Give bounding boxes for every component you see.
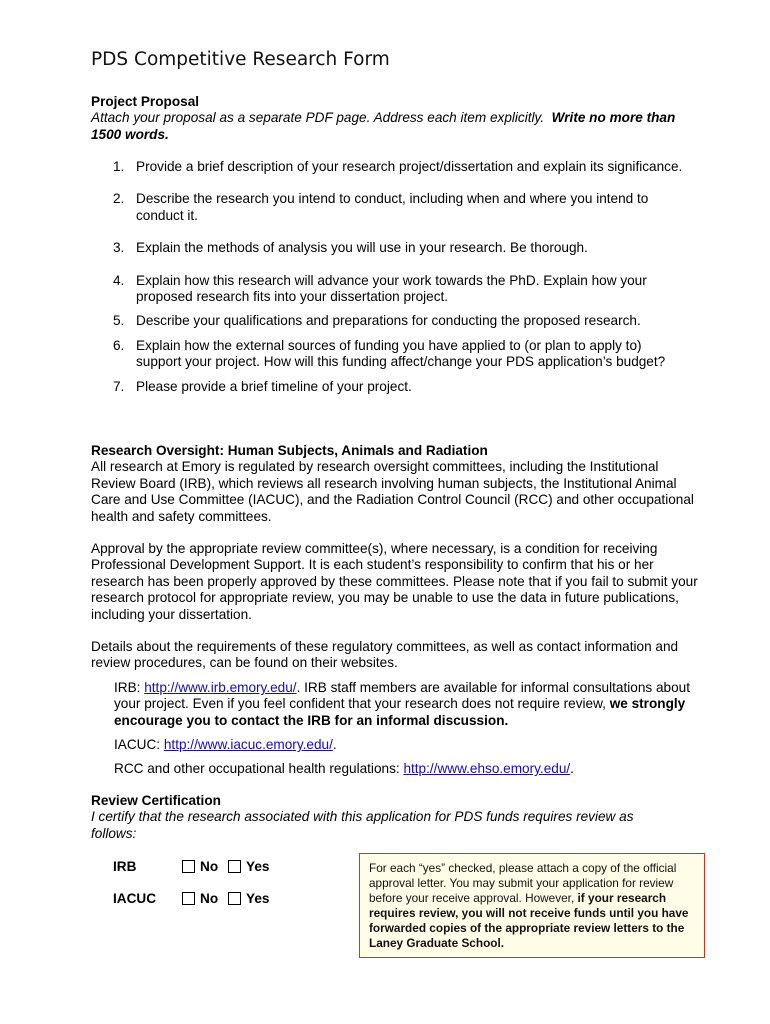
item-number: 3. [113, 240, 125, 256]
list-item [113, 159, 688, 175]
word-limit: Write no more than 1500 words. [91, 110, 676, 142]
rcc-link[interactable]: http://www.ehso.emory.edu/ [403, 761, 571, 776]
iacuc-yes-checkbox[interactable] [228, 892, 241, 905]
page-title: PDS Competitive Research Form [91, 49, 390, 70]
rcc-end: . [570, 761, 574, 776]
oversight-paragraph-3: Details about the requirements of these regulatory committees, as well as contact information and review procedures, can be found on their websites. [91, 639, 679, 671]
certification-text: I certify that the research associated with this application for PDS funds requires review as follows: [91, 809, 634, 841]
iacuc-yes-label: Yes [246, 891, 270, 906]
item-number: 6. [113, 337, 125, 353]
item-text: Explain the methods of analysis you will use in your research. Be thorough. [136, 240, 588, 256]
item-number: 1. [113, 159, 125, 174]
item-number: 5. [113, 313, 125, 329]
certification-heading: Review Certification [91, 793, 221, 808]
list-item [113, 191, 688, 224]
certification-section [91, 793, 671, 842]
irb-no-checkbox[interactable] [182, 860, 195, 873]
item-number: 4. [113, 272, 125, 288]
proposal-instructions-text: Attach your proposal as a separate PDF page. Address each item explicitly. [91, 110, 545, 126]
approval-note-box [359, 853, 705, 958]
oversight-heading: Research Oversight: Human Subjects, Animals and Radiation [91, 443, 488, 458]
iacuc-label: IACUC: [114, 737, 164, 752]
item-number: 7. [113, 378, 125, 394]
iacuc-end: . [332, 737, 337, 752]
proposal-section [91, 94, 706, 143]
list-item [113, 338, 688, 371]
item-text: Describe the research you intend to conduct, including when and where you intend to conduct it. [136, 191, 649, 223]
item-text: Explain how this research will advance your work towards the PhD. Explain how your proposed research fits into your dissertation project. [136, 272, 647, 305]
irb-yes-label: Yes [246, 859, 270, 874]
rcc-info [114, 761, 694, 777]
list-item [113, 273, 688, 306]
proposal-items [113, 159, 688, 395]
iacuc-no-label: No [200, 891, 219, 906]
list-item [113, 240, 688, 256]
irb-label: IRB: [114, 680, 145, 695]
irb-no-label: No [200, 859, 219, 874]
iacuc-info [114, 737, 694, 753]
oversight-paragraph-1: All research at Emory is regulated by research oversight committees, including the Institutional Review Board (IRB), which reviews all research involving human subjects, the Institutional Animal Care and Use Committee (IACUC), and the Radiation Control Council (RCC) and other occupational health and safety committees. [91, 459, 694, 524]
item-text: Please provide a brief timeline of your project. [136, 378, 412, 394]
irb-link[interactable]: http://www.irb.emory.edu/ [144, 680, 297, 695]
approval-note-text: For each “yes” checked, please attach a copy of the official approval letter. You may submit your application for review before your receive approval. However, [369, 861, 677, 905]
list-item [113, 313, 688, 329]
item-text: Provide a brief description of your research project/dissertation and explain its significance. [136, 159, 683, 174]
oversight-section [91, 443, 706, 525]
item-number: 2. [113, 191, 125, 207]
iacuc-no-checkbox[interactable] [182, 892, 195, 905]
item-text: Explain how the external sources of funding you have applied to (or plan to apply to) support your project. How will this funding affect/change your PDS application’s budget? [136, 337, 666, 370]
item-text: Describe your qualifications and preparations for conducting the proposed research. [136, 313, 641, 329]
proposal-heading: Project Proposal [91, 94, 200, 109]
proposal-instructions [91, 110, 706, 143]
irb-yes-checkbox[interactable] [228, 860, 241, 873]
iacuc-link[interactable]: http://www.iacuc.emory.edu/ [163, 737, 333, 752]
irb-encouragement: we strongly encourage you to contact the IRB for an informal discussion. [114, 696, 686, 728]
approval-note-warning: if your research requires review, you will not receive funds until you have forwarded copies of the appropriate review letters to the Laney Graduate School. [369, 891, 689, 950]
irb-info [114, 680, 694, 729]
irb-review-label: IRB [113, 859, 137, 874]
list-item [113, 379, 688, 395]
iacuc-review-label: IACUC [113, 891, 157, 906]
irb-text: . IRB staff members are available for informal consultations about your project. Even if you feel confident that your research does not require review, [114, 680, 690, 712]
oversight-paragraph-2: Approval by the appropriate review committee(s), where necessary, is a condition for receiving Professional Development Support. It is each student’s responsibility to confirm that his or her research has been properly approved by these committees. Please note that if you fail to submit your research protocol for appropriate review, you may be unable to use the data in future publications, including your dissertation. [91, 541, 698, 622]
rcc-label: RCC and other occupational health regulations: [114, 761, 404, 776]
